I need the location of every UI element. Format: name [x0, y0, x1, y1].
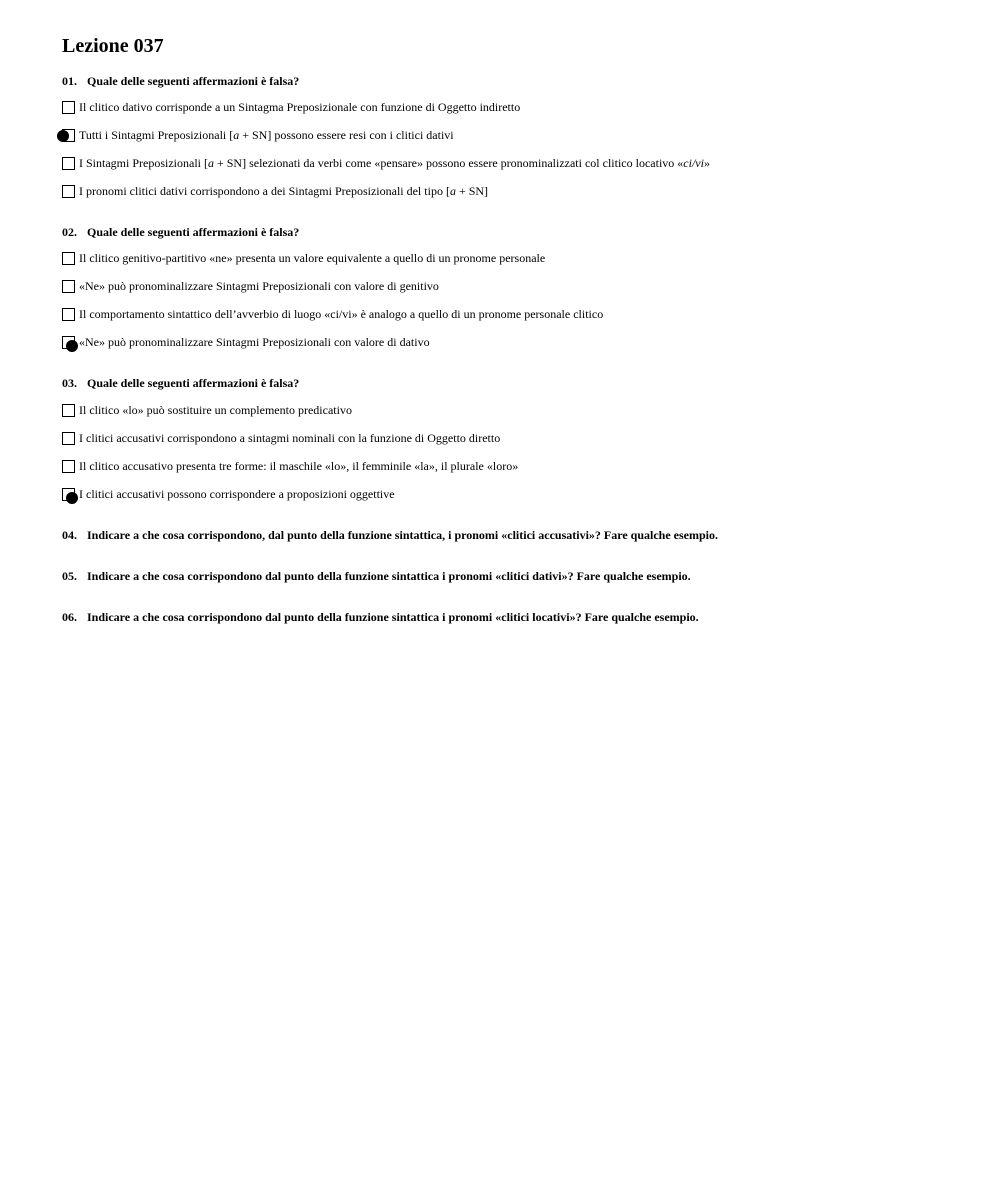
answer-checkbox[interactable]	[62, 129, 75, 142]
question-text: Quale delle seguenti affermazioni è falsa?	[87, 74, 300, 88]
question-1	[62, 73, 982, 199]
question-header	[62, 527, 982, 543]
question-text: Indicare a che cosa corrispondono dal punto della funzione sintattica i pronomi «clitici locativi»? Fare qualche esempio.	[87, 610, 699, 624]
answer-checkbox[interactable]	[62, 185, 75, 198]
question-3	[62, 375, 982, 502]
answer-checkbox[interactable]	[62, 157, 75, 170]
answer-option[interactable]	[62, 458, 982, 474]
question-header	[62, 224, 982, 240]
question-header	[62, 568, 982, 584]
question-header	[62, 609, 982, 625]
question-number: 04.	[62, 528, 77, 542]
answer-text: «Ne» può pronominalizzare Sintagmi Preposizionali con valore di dativo	[79, 335, 430, 349]
answer-text: Il clitico accusativo presenta tre forme: il maschile «lo», il femminile «la», il plurale «loro»	[79, 459, 519, 473]
answer-option[interactable]	[62, 155, 982, 171]
answer-checkbox[interactable]	[62, 488, 75, 501]
answer-option[interactable]	[62, 306, 982, 322]
question-5	[62, 568, 982, 584]
answer-checkbox[interactable]	[62, 460, 75, 473]
answer-text: Il clitico genitivo-partitivo «ne» presenta un valore equivalente a quello di un pronome personale	[79, 251, 546, 265]
selected-answer-dot-icon	[66, 340, 78, 352]
question-4	[62, 527, 982, 543]
question-number: 05.	[62, 569, 77, 583]
question-header	[62, 375, 982, 391]
document-page	[62, 34, 982, 625]
answer-text: Il comportamento sintattico dell’avverbio di luogo «ci/vi» è analogo a quello di un pronome personale clitico	[79, 307, 604, 321]
lesson-title: Lezione 037	[62, 35, 164, 57]
answer-text: «Ne» può pronominalizzare Sintagmi Preposizionali con valore di genitivo	[79, 279, 439, 293]
answer-text: I clitici accusativi corrispondono a sintagmi nominali con la funzione di Oggetto diretto	[79, 431, 501, 445]
question-text: Indicare a che cosa corrispondono dal punto della funzione sintattica i pronomi «clitici dativi»? Fare qualche esempio.	[87, 569, 691, 583]
question-text: Quale delle seguenti affermazioni è falsa?	[87, 376, 300, 390]
answer-option[interactable]	[62, 334, 982, 350]
answer-checkbox[interactable]	[62, 280, 75, 293]
question-number: 01.	[62, 74, 77, 88]
question-number: 02.	[62, 225, 77, 239]
answer-option[interactable]	[62, 278, 982, 294]
answer-text: I clitici accusativi possono corrispondere a proposizioni oggettive	[79, 487, 395, 501]
answer-checkbox[interactable]	[62, 308, 75, 321]
answer-checkbox[interactable]	[62, 336, 75, 349]
answer-option[interactable]	[62, 127, 982, 143]
question-header	[62, 73, 982, 89]
answer-checkbox[interactable]	[62, 101, 75, 114]
answer-option[interactable]	[62, 99, 982, 115]
answer-text: I Sintagmi Preposizionali [a + SN] selezionati da verbi come «pensare» possono essere pronominalizzati col clitico locativo «ci/vi»	[79, 156, 710, 170]
selected-answer-dot-icon	[57, 130, 69, 142]
answer-option[interactable]	[62, 183, 982, 199]
question-2	[62, 224, 982, 350]
question-number: 06.	[62, 610, 77, 624]
answer-option[interactable]	[62, 402, 982, 418]
answer-option[interactable]	[62, 430, 982, 446]
answer-text: Tutti i Sintagmi Preposizionali [a + SN] possono essere resi con i clitici dativi	[79, 128, 454, 142]
answer-text: Il clitico dativo corrisponde a un Sintagma Preposizionale con funzione di Oggetto indiretto	[79, 100, 521, 114]
question-6	[62, 609, 982, 625]
answer-checkbox[interactable]	[62, 404, 75, 417]
answer-option[interactable]	[62, 250, 982, 266]
selected-answer-dot-icon	[66, 492, 78, 504]
answer-text: I pronomi clitici dativi corrispondono a dei Sintagmi Preposizionali del tipo [a + SN]	[79, 184, 489, 198]
answer-text: Il clitico «lo» può sostituire un complemento predicativo	[79, 403, 352, 417]
answer-checkbox[interactable]	[62, 432, 75, 445]
answer-option[interactable]	[62, 486, 982, 502]
answer-checkbox[interactable]	[62, 252, 75, 265]
question-text: Indicare a che cosa corrispondono, dal punto della funzione sintattica, i pronomi «clitici accusativi»? Fare qualche esempio.	[87, 528, 719, 542]
question-text: Quale delle seguenti affermazioni è falsa?	[87, 225, 300, 239]
question-number: 03.	[62, 376, 77, 390]
